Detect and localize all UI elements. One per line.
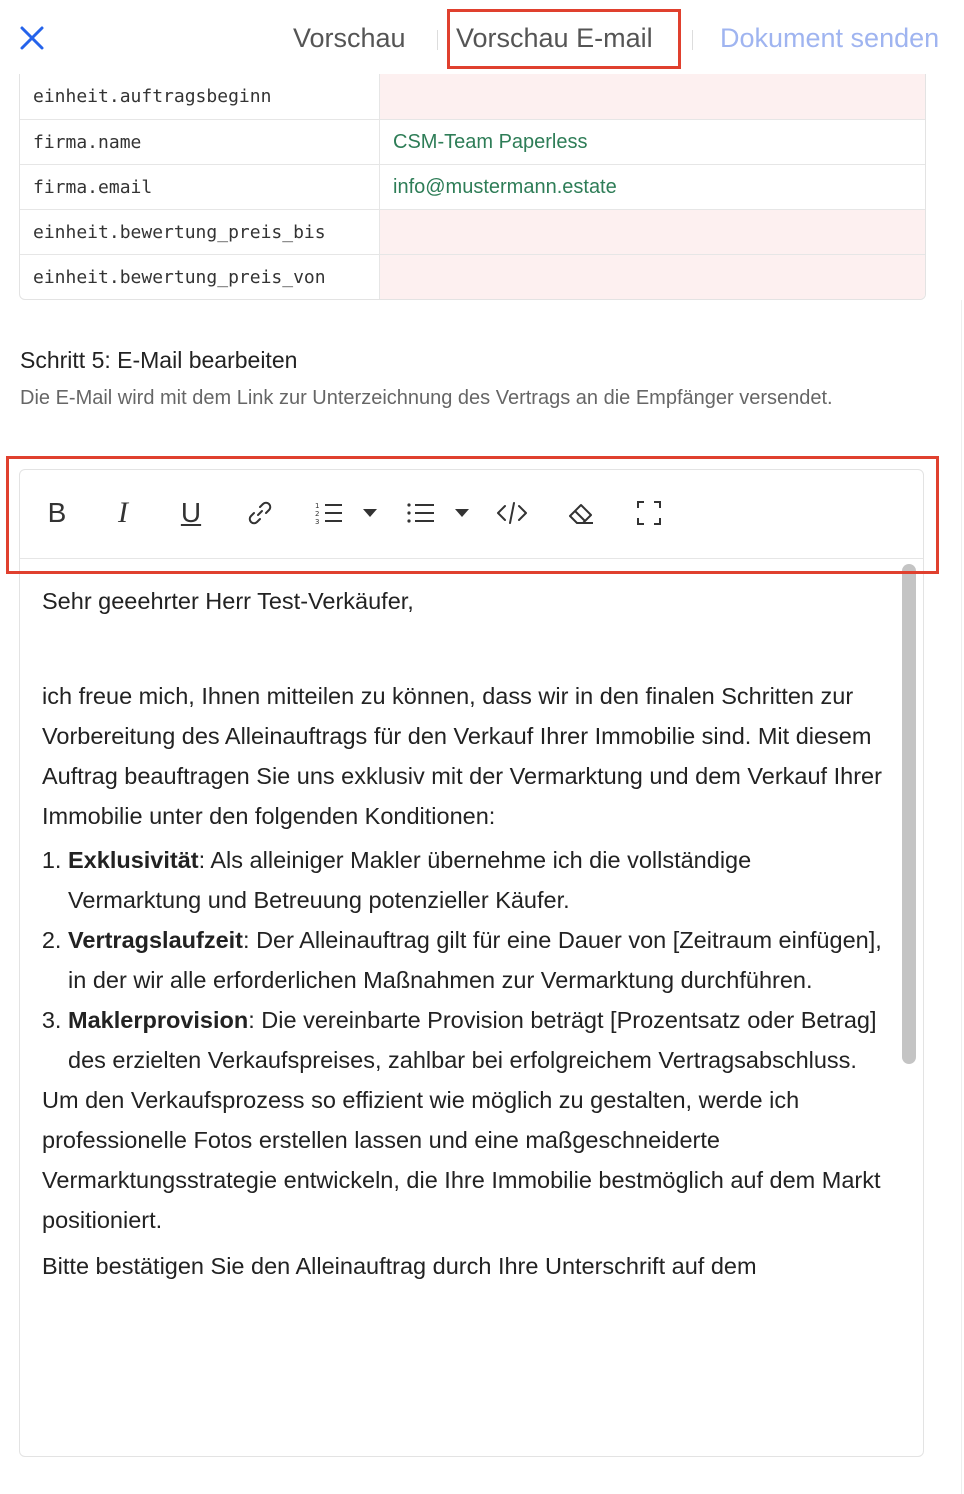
list-item — [68, 840, 890, 920]
email-greeting: Sehr geeehrter Herr Test-Verkäufer, — [42, 588, 414, 614]
variable-key: firma.email — [20, 165, 380, 209]
conditions-list — [42, 840, 890, 1080]
bullet-list-icon[interactable] — [404, 495, 438, 531]
variable-value[interactable] — [380, 210, 925, 254]
variable-value[interactable]: CSM-Team Paperless — [393, 130, 588, 153]
table-row — [20, 74, 925, 119]
variable-value[interactable] — [380, 255, 925, 299]
list-item-term: Maklerprovision — [68, 1007, 249, 1033]
close-icon[interactable] — [18, 24, 46, 52]
variables-table — [19, 74, 926, 300]
underline-icon[interactable]: U — [180, 497, 202, 528]
list-item — [68, 920, 890, 1000]
list-item-text: : Als alleiniger Makler übernehme ich die vollständige Vermarktung und Betreuung potenzieller Käufer. — [68, 847, 752, 913]
list-item — [68, 1000, 890, 1080]
table-row — [20, 119, 925, 164]
list-item-text: : Die vereinbarte Provision beträgt [Prozentsatz oder Betrag] des erzielten Verkaufspreises, zahlbar bei erfolgreichem Vertragsabschluss. — [68, 1007, 877, 1073]
list-item-text: : Der Alleinauftrag gilt für eine Dauer von [Zeitraum einfügen], in der wir alle erforderlichen Maßnahmen zur Vermarktung durchführen. — [68, 927, 882, 993]
step-description: Die E-Mail wird mit dem Link zur Unterzeichnung des Vertrags an die Empfänger versendet. — [20, 387, 833, 409]
link-icon[interactable] — [244, 495, 276, 531]
table-row — [20, 209, 925, 254]
svg-text:2: 2 — [315, 510, 320, 518]
variable-key: einheit.auftragsbeginn — [20, 74, 380, 119]
variable-key: firma.name — [20, 120, 380, 164]
chevron-down-icon[interactable] — [452, 495, 472, 531]
table-row — [20, 164, 925, 209]
tab-vorschau[interactable]: Vorschau — [293, 23, 406, 53]
eraser-icon[interactable] — [564, 495, 598, 531]
table-row — [20, 254, 925, 299]
fullscreen-icon[interactable] — [632, 495, 666, 531]
top-bar — [0, 0, 964, 78]
email-cut-line: Bitte bestätigen Sie den Alleinauftrag durch Ihre Unterschrift auf dem — [42, 1253, 757, 1279]
svg-text:1: 1 — [315, 502, 320, 510]
email-editor — [19, 469, 924, 1457]
editor-toolbar — [20, 470, 923, 559]
list-item-term: Exklusivität — [68, 847, 199, 873]
variable-value[interactable] — [380, 74, 925, 119]
code-icon[interactable] — [494, 495, 530, 531]
tab-vorschau-email[interactable]: Vorschau E-mail — [456, 23, 653, 53]
chevron-down-icon[interactable] — [360, 495, 380, 531]
bold-icon[interactable]: B — [47, 497, 67, 528]
italic-icon[interactable]: I — [118, 496, 128, 529]
ordered-list-icon[interactable] — [312, 495, 346, 531]
email-intro: ich freue mich, Ihnen mitteilen zu können, dass wir in den finalen Schritten zur Vorbereitung des Alleinauftrags für den Verkauf Ihrer Immobilie sind. Mit diesem Auftrag beauftragen Sie uns exklusiv mit der Vermarktung und dem Verkauf Ihrer Immobilie unter den folgenden Konditionen: — [42, 683, 882, 829]
tab-dokument-senden[interactable]: Dokument senden — [720, 23, 940, 53]
variable-key: einheit.bewertung_preis_von — [20, 255, 380, 299]
page-scroll-edge — [961, 300, 962, 1494]
svg-text:3: 3 — [315, 518, 320, 526]
scrollbar-thumb[interactable] — [902, 564, 916, 1064]
step-title: Schritt 5: E-Mail bearbeiten — [20, 347, 298, 373]
list-item-term: Vertragslaufzeit — [68, 927, 244, 953]
email-body[interactable] — [20, 559, 890, 1365]
variable-value[interactable]: info@mustermann.estate — [393, 175, 617, 198]
tab-divider — [692, 30, 693, 50]
empty-line — [42, 621, 890, 676]
tab-divider — [437, 30, 438, 50]
email-closing: Um den Verkaufsprozess so effizient wie möglich zu gestalten, werde ich professionelle Fotos erstellen lassen und eine maßgeschneiderte Vermarktungsstrategie entwickeln, die Ihre Immobilie bestmöglich auf dem Markt positioniert. — [42, 1087, 881, 1233]
variable-key: einheit.bewertung_preis_bis — [20, 210, 380, 254]
